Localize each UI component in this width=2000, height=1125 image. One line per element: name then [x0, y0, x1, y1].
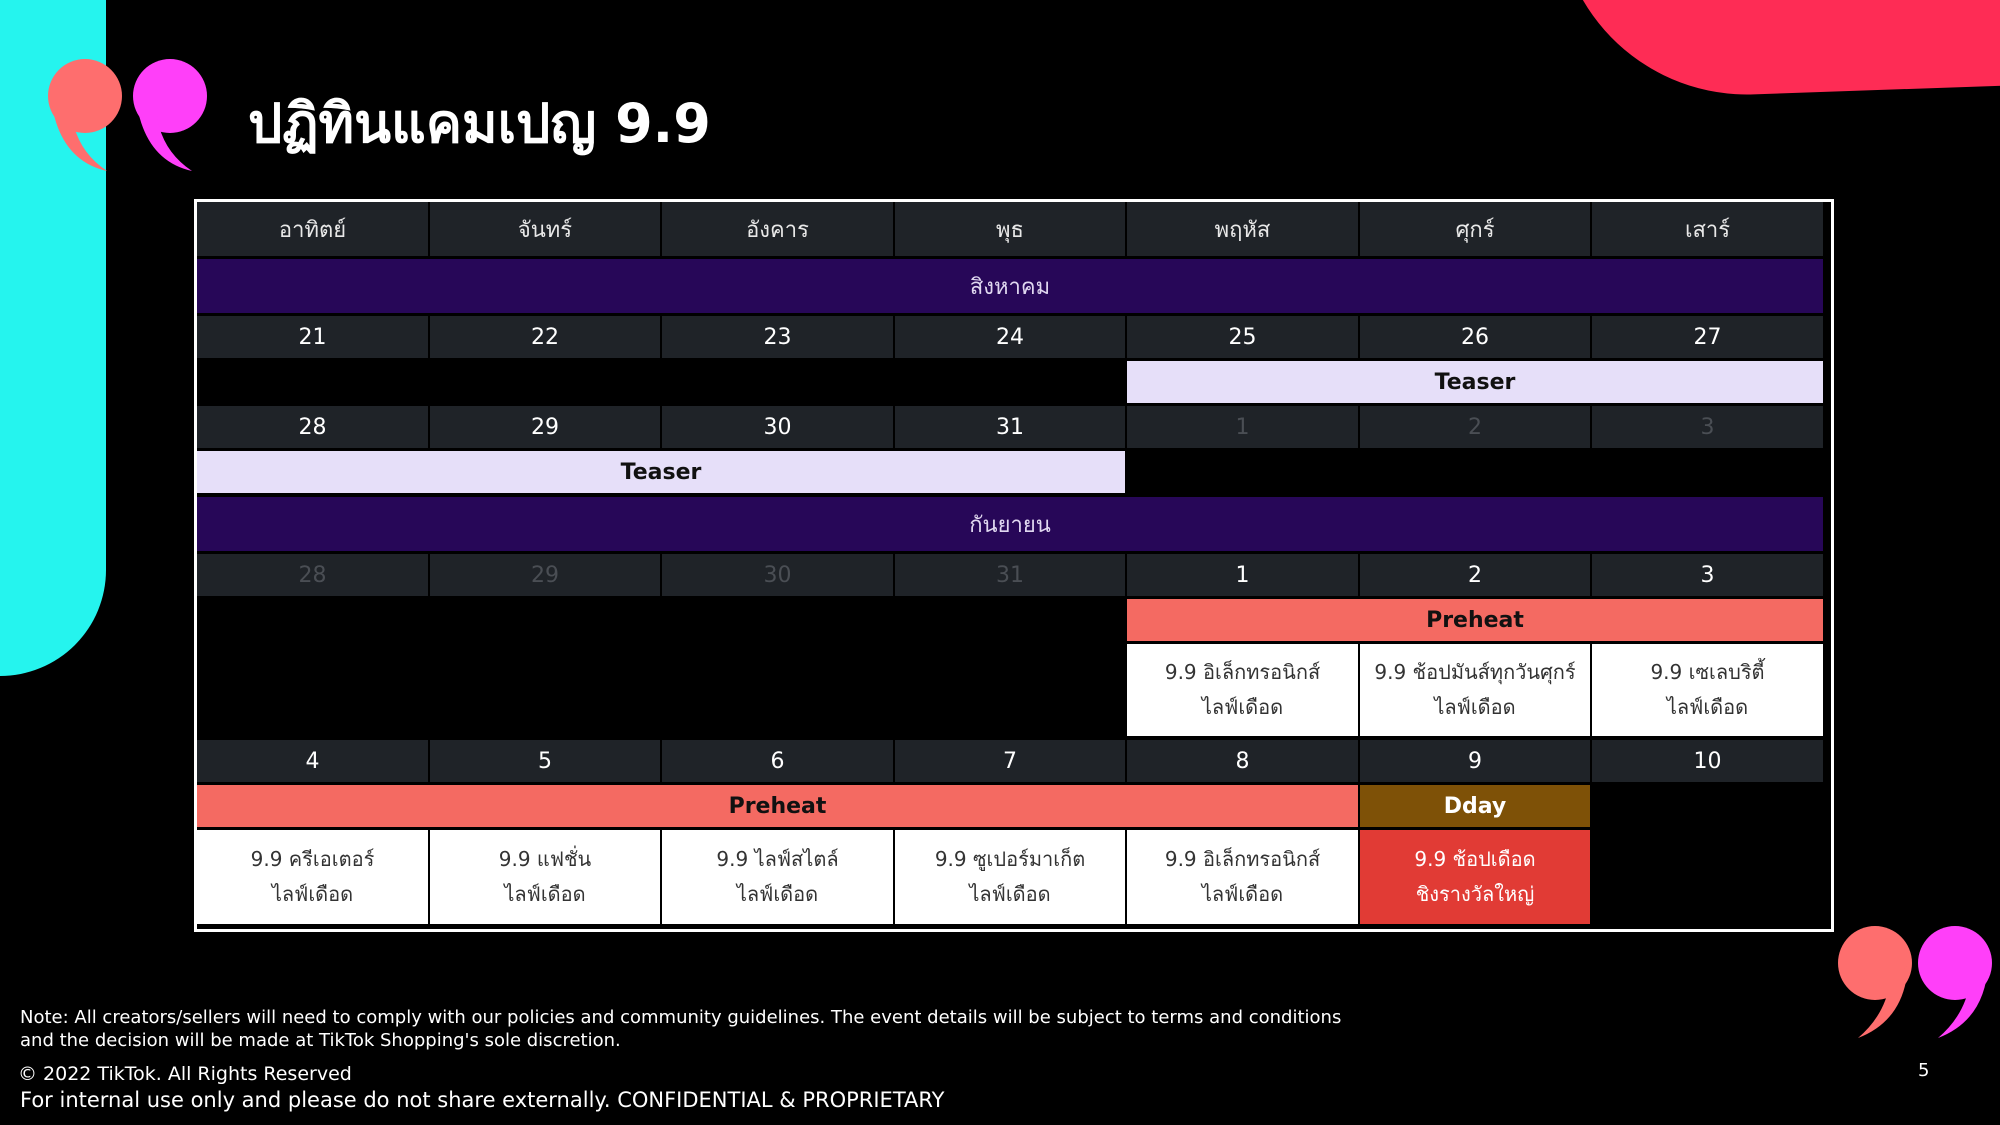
month-label: กันยายน [197, 497, 1823, 551]
day-number: 24 [895, 316, 1125, 358]
weekday-header: อาทิตย์ [197, 202, 428, 256]
day-number: 1 [1127, 406, 1358, 448]
day-number: 6 [662, 740, 893, 782]
day-number: 28 [197, 554, 428, 596]
event-line1: 9.9 ครีเอเตอร์ [250, 847, 375, 871]
event-line1: 9.9 แฟชั่น [498, 847, 592, 871]
event-line1: 9.9 ไลฟ์สไตล์ [716, 847, 839, 871]
event-cell [1592, 644, 1823, 736]
day-number: 8 [1127, 740, 1358, 782]
day-number: 3 [1592, 406, 1823, 448]
event-line2: ไลฟ์เดือด [969, 882, 1051, 906]
day-number: 4 [197, 740, 428, 782]
day-number: 22 [430, 316, 660, 358]
event-line1: 9.9 อิเล็กทรอนิกส์ [1164, 660, 1321, 684]
confidential-notice: For internal use only and please do not share externally. CONFIDENTIAL & PROPRIETARY [20, 1088, 945, 1112]
event-line2: ไลฟ์เดือด [1434, 695, 1516, 719]
event-cell [430, 830, 660, 924]
day-number: 5 [430, 740, 660, 782]
event-cell [1360, 830, 1590, 924]
event-line1: 9.9 เซเลบริตี้ [1650, 660, 1765, 684]
event-line2: ไลฟ์เดือด [1201, 882, 1284, 906]
day-number: 21 [197, 316, 428, 358]
day-number: 29 [430, 406, 660, 448]
event-cell [197, 830, 428, 924]
event-line2: ไลฟ์เดือด [504, 882, 586, 906]
day-number: 31 [895, 406, 1125, 448]
dday-bar: Dday [1360, 785, 1590, 827]
day-number: 25 [1127, 316, 1358, 358]
teaser-bar: Teaser [1127, 361, 1823, 403]
event-cell [895, 830, 1125, 924]
day-number: 26 [1360, 316, 1590, 358]
event-line2: ชิงรางวัลใหญ่ [1415, 882, 1535, 906]
day-number: 28 [197, 406, 428, 448]
event-line2: ไลฟ์เดือด [271, 882, 354, 906]
day-number: 1 [1127, 554, 1358, 596]
month-label: สิงหาคม [197, 259, 1823, 313]
day-number: 30 [662, 554, 893, 596]
quote-marks-icon [42, 46, 212, 176]
day-number: 7 [895, 740, 1125, 782]
day-number: 3 [1592, 554, 1823, 596]
weekday-header: จันทร์ [430, 202, 660, 256]
event-cell [1127, 644, 1358, 736]
copyright-text: © 2022 TikTok. All Rights Reserved [18, 1063, 352, 1085]
preheat-bar: Preheat [197, 785, 1358, 827]
day-number: 2 [1360, 554, 1590, 596]
day-number: 9 [1360, 740, 1590, 782]
day-number: 23 [662, 316, 893, 358]
event-cell [662, 830, 893, 924]
day-number: 30 [662, 406, 893, 448]
day-number: 2 [1360, 406, 1590, 448]
weekday-header: พฤหัส [1127, 202, 1358, 256]
day-number: 10 [1592, 740, 1823, 782]
weekday-header: เสาร์ [1592, 202, 1823, 256]
day-number: 27 [1592, 316, 1823, 358]
campaign-calendar [194, 199, 1834, 932]
event-line1: 9.9 อิเล็กทรอนิกส์ [1164, 847, 1321, 871]
event-cell [1360, 644, 1590, 736]
event-line1: 9.9 ช้อปมันส์ทุกวันศุกร์ [1374, 660, 1576, 684]
event-line2: ไลฟ์เดือด [736, 882, 819, 906]
event-line2: ไลฟ์เดือด [1201, 695, 1284, 719]
teaser-bar: Teaser [197, 451, 1125, 493]
footnote: Note: All creators/sellers will need to comply with our policies and community guidelines. The event details will be subject to terms and conditions and the decision will be made at TikTok Shopping's sole discretion. [20, 1007, 1342, 1051]
quote-marks-icon [1830, 920, 2000, 1050]
red-corner-shape [1556, 0, 2000, 101]
preheat-bar: Preheat [1127, 599, 1823, 641]
page-number: 5 [1918, 1060, 1930, 1081]
event-line1: 9.9 ซูเปอร์มาเก็ต [934, 847, 1086, 871]
day-number: 29 [430, 554, 660, 596]
weekday-header: อังคาร [662, 202, 893, 256]
page-title: ปฏิทินแคมเปญ 9.9 [248, 92, 711, 155]
event-cell [1127, 830, 1358, 924]
weekday-header: พุธ [895, 202, 1125, 256]
event-line1: 9.9 ช้อปเดือด [1414, 847, 1536, 871]
day-number: 31 [895, 554, 1125, 596]
event-line2: ไลฟ์เดือด [1666, 695, 1749, 719]
weekday-header: ศุกร์ [1360, 202, 1590, 256]
